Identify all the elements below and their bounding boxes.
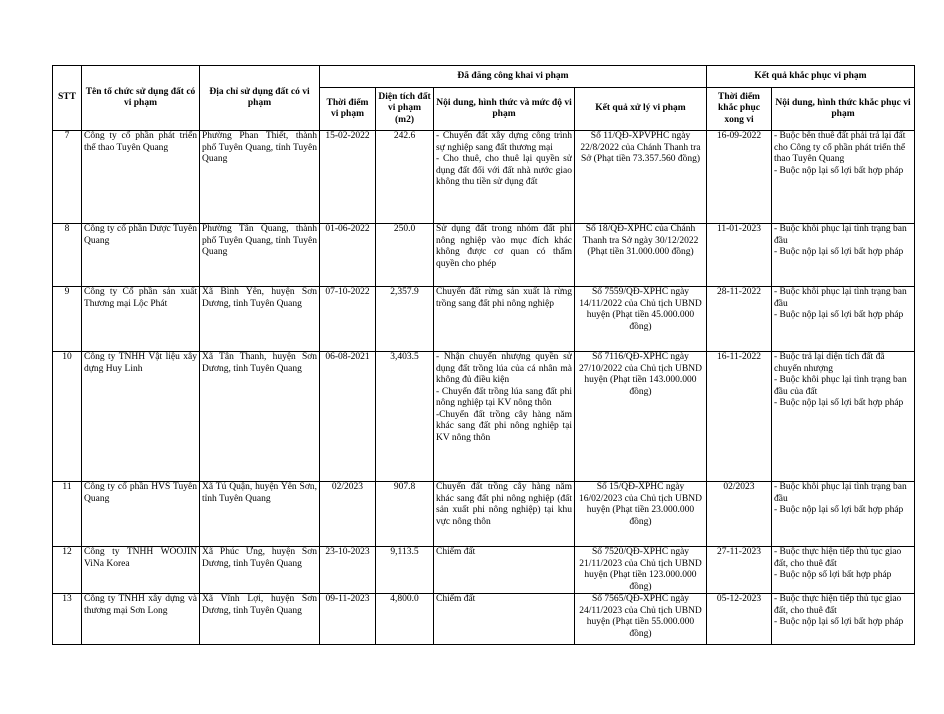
cell-organization-text: Công ty cổ phần phát triển thể thao Tuyên Quang bbox=[84, 131, 197, 153]
cell-violation-content bbox=[434, 131, 575, 224]
cell-address-text: Xã Tú Quận, huyện Yên Sơn, tỉnh Tuyên Quang bbox=[202, 482, 317, 504]
cell-area-text: 2,357.9 bbox=[390, 287, 419, 297]
cell-remedy-time-text: 02/2023 bbox=[723, 482, 755, 492]
cell-violation-content bbox=[434, 482, 575, 547]
cell-remedy-content bbox=[772, 224, 915, 287]
cell-address bbox=[200, 131, 320, 224]
cell-stt bbox=[53, 224, 82, 287]
cell-stt-text: 7 bbox=[64, 131, 70, 141]
cell-remedy-time bbox=[707, 594, 772, 645]
cell-violation-content bbox=[434, 224, 575, 287]
cell-remedy-content bbox=[772, 352, 915, 482]
table-row bbox=[53, 224, 915, 287]
cell-remedy-time-text: 16-09-2022 bbox=[716, 131, 762, 141]
cell-stt bbox=[53, 594, 82, 645]
cell-stt-text: 8 bbox=[64, 224, 70, 234]
cell-address-text: Xã Bình Yên, huyện Sơn Dương, tỉnh Tuyên Quang bbox=[202, 287, 317, 309]
cell-stt-text: 13 bbox=[62, 594, 72, 604]
header-area: Diện tích đất vi phạm (m2) bbox=[376, 88, 434, 131]
cell-organization bbox=[82, 547, 200, 594]
cell-handling-result-text: Số 18/QĐ-XPHC của Chánh Thanh tra Sở ngày 30/12/2022 (Phạt tiền 31.000.000 đồng) bbox=[582, 224, 699, 257]
cell-violation-time bbox=[320, 594, 376, 645]
header-remedy-content: Nội dung, hình thức khắc phục vi phạm bbox=[772, 88, 915, 131]
cell-remedy-content bbox=[772, 547, 915, 594]
cell-violation-content bbox=[434, 352, 575, 482]
cell-violation-time bbox=[320, 547, 376, 594]
cell-remedy-content-line: - Buộc nộp lại số lợi bất hợp pháp bbox=[774, 505, 904, 515]
cell-area bbox=[376, 224, 434, 287]
cell-area bbox=[376, 594, 434, 645]
cell-area-text: 3,403.5 bbox=[390, 352, 419, 362]
cell-handling-result-text: Số 11/QĐ-XPVPHC ngày 22/8/2022 của Chánh Thanh tra Sở (Phạt tiền 73.357.560 đồng) bbox=[580, 131, 701, 164]
cell-violation-time bbox=[320, 352, 376, 482]
cell-remedy-content-line: - Buộc nộp lại số lợi bất hợp pháp bbox=[774, 617, 904, 627]
cell-area-text: 250.0 bbox=[393, 224, 416, 234]
cell-violation-time-text: 02/2023 bbox=[331, 482, 364, 492]
cell-remedy-content-line: - Buộc nộp lại số lợi bất hợp pháp bbox=[774, 247, 904, 257]
cell-violation-time bbox=[320, 482, 376, 547]
cell-address-text: Xã Tân Thanh, huyện Sơn Dương, tỉnh Tuyên Quang bbox=[202, 352, 317, 374]
cell-handling-result-text: Số 7116/QĐ-XPHC ngày 27/10/2022 của Chủ tịch UBND huyện (Phạt tiền 143.000.000 đồng) bbox=[579, 352, 702, 397]
cell-remedy-content-line: - Buộc khôi phục lại tình trạng ban đầu của đất bbox=[774, 375, 907, 397]
cell-violation-content-line: Chiếm đất bbox=[436, 547, 476, 557]
cell-violation-time-text: 06-08-2021 bbox=[325, 352, 370, 362]
cell-handling-result bbox=[575, 131, 707, 224]
cell-violation-content bbox=[434, 287, 575, 352]
cell-violation-content-line: -Chuyển đất trồng cây hàng năm khác sang đất phi nông nghiệp tại KV nông thôn bbox=[436, 409, 572, 443]
cell-handling-result-text: Số 15/QĐ-XPHC ngày 16/02/2023 của Chủ tịch UBND huyện (Phạt tiền 23.000.000 đồng) bbox=[579, 482, 702, 527]
cell-area-text: 242.6 bbox=[393, 131, 416, 141]
cell-organization bbox=[82, 287, 200, 352]
cell-violation-time-text: 07-10-2022 bbox=[325, 287, 370, 297]
cell-organization-text: Công ty cổ phần HVS Tuyên Quang bbox=[84, 482, 197, 504]
table-row bbox=[53, 594, 915, 645]
cell-remedy-time bbox=[707, 352, 772, 482]
cell-stt bbox=[53, 131, 82, 224]
cell-address bbox=[200, 352, 320, 482]
cell-remedy-time bbox=[707, 224, 772, 287]
cell-remedy-content-line: - Buộc khôi phục lại tình trạng ban đầu bbox=[774, 287, 907, 309]
cell-handling-result bbox=[575, 482, 707, 547]
cell-remedy-content-line: - Buộc thực hiện tiếp thủ tục giao đất, cho thuê đất bbox=[774, 547, 902, 569]
cell-violation-time-text: 01-06-2022 bbox=[325, 224, 370, 234]
cell-violation-content-line: - Chuyển đất xây dựng công trình sự nghiệp sang đất thương mại bbox=[436, 131, 572, 153]
cell-remedy-time-text: 28-11-2022 bbox=[717, 287, 761, 297]
cell-area bbox=[376, 352, 434, 482]
cell-organization-text: Công ty TNHH WOOJIN ViNa Korea bbox=[84, 547, 197, 569]
cell-remedy-time-text: 27-11-2023 bbox=[717, 547, 761, 557]
cell-organization bbox=[82, 482, 200, 547]
cell-address bbox=[200, 287, 320, 352]
cell-remedy-content bbox=[772, 287, 915, 352]
cell-remedy-content-line: - Buộc thực hiện tiếp thủ tục giao đất, cho thuê đất bbox=[774, 594, 902, 616]
cell-remedy-content-line: - Buộc nộp lại số lợi bất hợp pháp bbox=[774, 165, 904, 176]
cell-remedy-content-line: - Buộc trả lại diện tích đất đã chuyển nhượng bbox=[774, 352, 885, 374]
cell-stt bbox=[53, 352, 82, 482]
cell-area bbox=[376, 287, 434, 352]
cell-violation-content-line: - Chuyển đất trồng lúa sang đất phi nông nghiệp tại KV nông thôn bbox=[436, 386, 572, 408]
cell-address-text: Phường Tân Quang, thành phố Tuyên Quang, tỉnh Tuyên Quang bbox=[202, 224, 317, 257]
cell-remedy-time-text: 16-11-2022 bbox=[717, 352, 761, 362]
violations-table bbox=[52, 65, 915, 645]
cell-handling-result-text: Số 7565/QĐ-XPHC ngày 24/11/2023 của Chủ tịch UBND huyện (Phạt tiền 55.000.000 đồng) bbox=[579, 594, 702, 639]
cell-handling-result bbox=[575, 352, 707, 482]
cell-address bbox=[200, 547, 320, 594]
cell-area-text: 4,800.0 bbox=[390, 594, 419, 604]
cell-stt bbox=[53, 287, 82, 352]
cell-organization-text: Công ty Cổ phần sản xuất Thương mại Lộc Phát bbox=[84, 287, 197, 309]
cell-address-text: Xã Phúc Ứng, huyện Sơn Dương, tỉnh Tuyên Quang bbox=[202, 547, 317, 569]
cell-violation-content-line: - Nhận chuyển nhượng quyền sử dụng đất trồng lúa của cá nhân mà không đủ điều kiện bbox=[436, 352, 572, 385]
cell-stt bbox=[53, 482, 82, 547]
cell-violation-time-text: 15-02-2022 bbox=[325, 131, 370, 141]
header-result: Kết quả xử lý vi phạm bbox=[575, 88, 707, 131]
cell-organization-text: Công ty cổ phần Dược Tuyên Quang bbox=[84, 224, 197, 246]
cell-remedy-content-line: - Buộc bên thuê đất phải trả lại đất cho Công ty cổ phần phát triển thể thao Tuyên Quang bbox=[774, 131, 906, 164]
cell-remedy-content bbox=[772, 131, 915, 224]
cell-remedy-content-line: - Buộc nộp số lợi bất hợp pháp bbox=[774, 570, 892, 580]
cell-organization bbox=[82, 224, 200, 287]
cell-remedy-time-text: 11-01-2023 bbox=[717, 224, 761, 234]
cell-address bbox=[200, 224, 320, 287]
cell-handling-result-text: Số 7559/QĐ-XPHC ngày 14/11/2022 của Chủ tịch UBND huyện (Phạt tiền 45.000.000 đồng) bbox=[579, 287, 702, 332]
cell-organization bbox=[82, 594, 200, 645]
cell-violation-content bbox=[434, 594, 575, 645]
cell-area bbox=[376, 547, 434, 594]
cell-violation-time-text: 09-11-2023 bbox=[325, 594, 370, 604]
header-group-remedy: Kết quả khắc phục vi phạm bbox=[707, 66, 915, 88]
cell-violation-time bbox=[320, 287, 376, 352]
cell-violation-time-text: 23-10-2023 bbox=[325, 547, 370, 557]
cell-organization-text: Công ty TNHH Vật liệu xây dựng Huy Linh bbox=[84, 352, 197, 374]
cell-handling-result-text: Số 7520/QĐ-XPHC ngày 21/11/2023 của Chủ tịch UBND huyện (Phạt tiền 123.000.000 đồng) bbox=[579, 547, 702, 592]
cell-handling-result bbox=[575, 224, 707, 287]
cell-organization bbox=[82, 352, 200, 482]
header-remedy-time: Thời điểm khắc phục xong vi bbox=[707, 88, 772, 131]
cell-handling-result bbox=[575, 287, 707, 352]
cell-area-text: 907.8 bbox=[393, 482, 416, 492]
table-row bbox=[53, 352, 915, 482]
cell-remedy-content bbox=[772, 594, 915, 645]
header-content: Nội dung, hình thức và mức độ vi phạm bbox=[434, 88, 575, 131]
cell-remedy-time-text: 05-12-2023 bbox=[716, 594, 762, 604]
cell-organization bbox=[82, 131, 200, 224]
cell-area bbox=[376, 482, 434, 547]
cell-handling-result bbox=[575, 594, 707, 645]
header-time: Thời điểm vi phạm bbox=[320, 88, 376, 131]
cell-remedy-time bbox=[707, 482, 772, 547]
table-body bbox=[53, 131, 915, 645]
cell-remedy-content-line: - Buộc nộp lại số lợi bất hợp pháp bbox=[774, 310, 904, 320]
cell-remedy-time bbox=[707, 547, 772, 594]
cell-remedy-content bbox=[772, 482, 915, 547]
cell-stt-text: 11 bbox=[62, 482, 72, 492]
cell-violation-content-line: - Cho thuê, cho thuê lại quyền sử dụng đất đối với đất nhà nước giao không thu tiền sử dụng đất bbox=[436, 154, 572, 187]
header-org: Tên tổ chức sử dụng đất có vi phạm bbox=[82, 66, 200, 131]
cell-remedy-time bbox=[707, 287, 772, 352]
cell-violation-time bbox=[320, 224, 376, 287]
cell-violation-content-line: Sử dụng đất trong nhóm đất phi nông nghiệp vào mục đích khác không được cơ quan có thẩm quyền cho phép bbox=[436, 224, 572, 269]
cell-remedy-time bbox=[707, 131, 772, 224]
cell-handling-result bbox=[575, 547, 707, 594]
table-row bbox=[53, 287, 915, 352]
cell-area bbox=[376, 131, 434, 224]
cell-stt-text: 10 bbox=[62, 352, 72, 362]
cell-remedy-content-line: - Buộc khôi phục lại tình trạng ban đầu bbox=[774, 224, 907, 246]
cell-violation-content bbox=[434, 547, 575, 594]
table-row bbox=[53, 131, 915, 224]
header-group-disclosed: Đã đăng công khai vi phạm bbox=[320, 66, 707, 88]
cell-stt-text: 9 bbox=[64, 287, 70, 297]
table-row bbox=[53, 482, 915, 547]
cell-address bbox=[200, 594, 320, 645]
cell-address-text: Phường Phan Thiết, thành phố Tuyên Quang, tỉnh Tuyên Quang bbox=[202, 131, 317, 164]
cell-violation-content-line: Chuyển đất rừng sản xuất là rừng trồng sang đất phi nông nghiệp bbox=[436, 287, 572, 309]
header-stt: STT bbox=[53, 66, 82, 131]
cell-violation-content-line: Chiếm đất bbox=[436, 594, 476, 604]
cell-stt-text: 12 bbox=[62, 547, 72, 557]
cell-violation-content-line: Chuyển đất trồng cây hàng năm khác sang đất phi nông nghiệp (đất sản xuất phi nông nghiệp) tại khu vực nông thôn bbox=[436, 482, 572, 527]
cell-violation-time bbox=[320, 131, 376, 224]
cell-remedy-content-line: - Buộc nộp lại số lợi bất hợp pháp bbox=[774, 398, 904, 408]
cell-remedy-content-line: - Buộc khôi phục lại tình trạng ban đầu bbox=[774, 482, 907, 504]
table-row bbox=[53, 547, 915, 594]
cell-address bbox=[200, 482, 320, 547]
cell-stt bbox=[53, 547, 82, 594]
cell-organization-text: Công ty TNHH xây dựng và thương mại Sơn Long bbox=[84, 594, 197, 616]
cell-address-text: Xã Vĩnh Lợi, huyện Sơn Dương, tỉnh Tuyên Quang bbox=[202, 594, 317, 616]
header-address: Địa chỉ sử dụng đất có vi phạm bbox=[200, 66, 320, 131]
cell-area-text: 9,113.5 bbox=[390, 547, 419, 557]
